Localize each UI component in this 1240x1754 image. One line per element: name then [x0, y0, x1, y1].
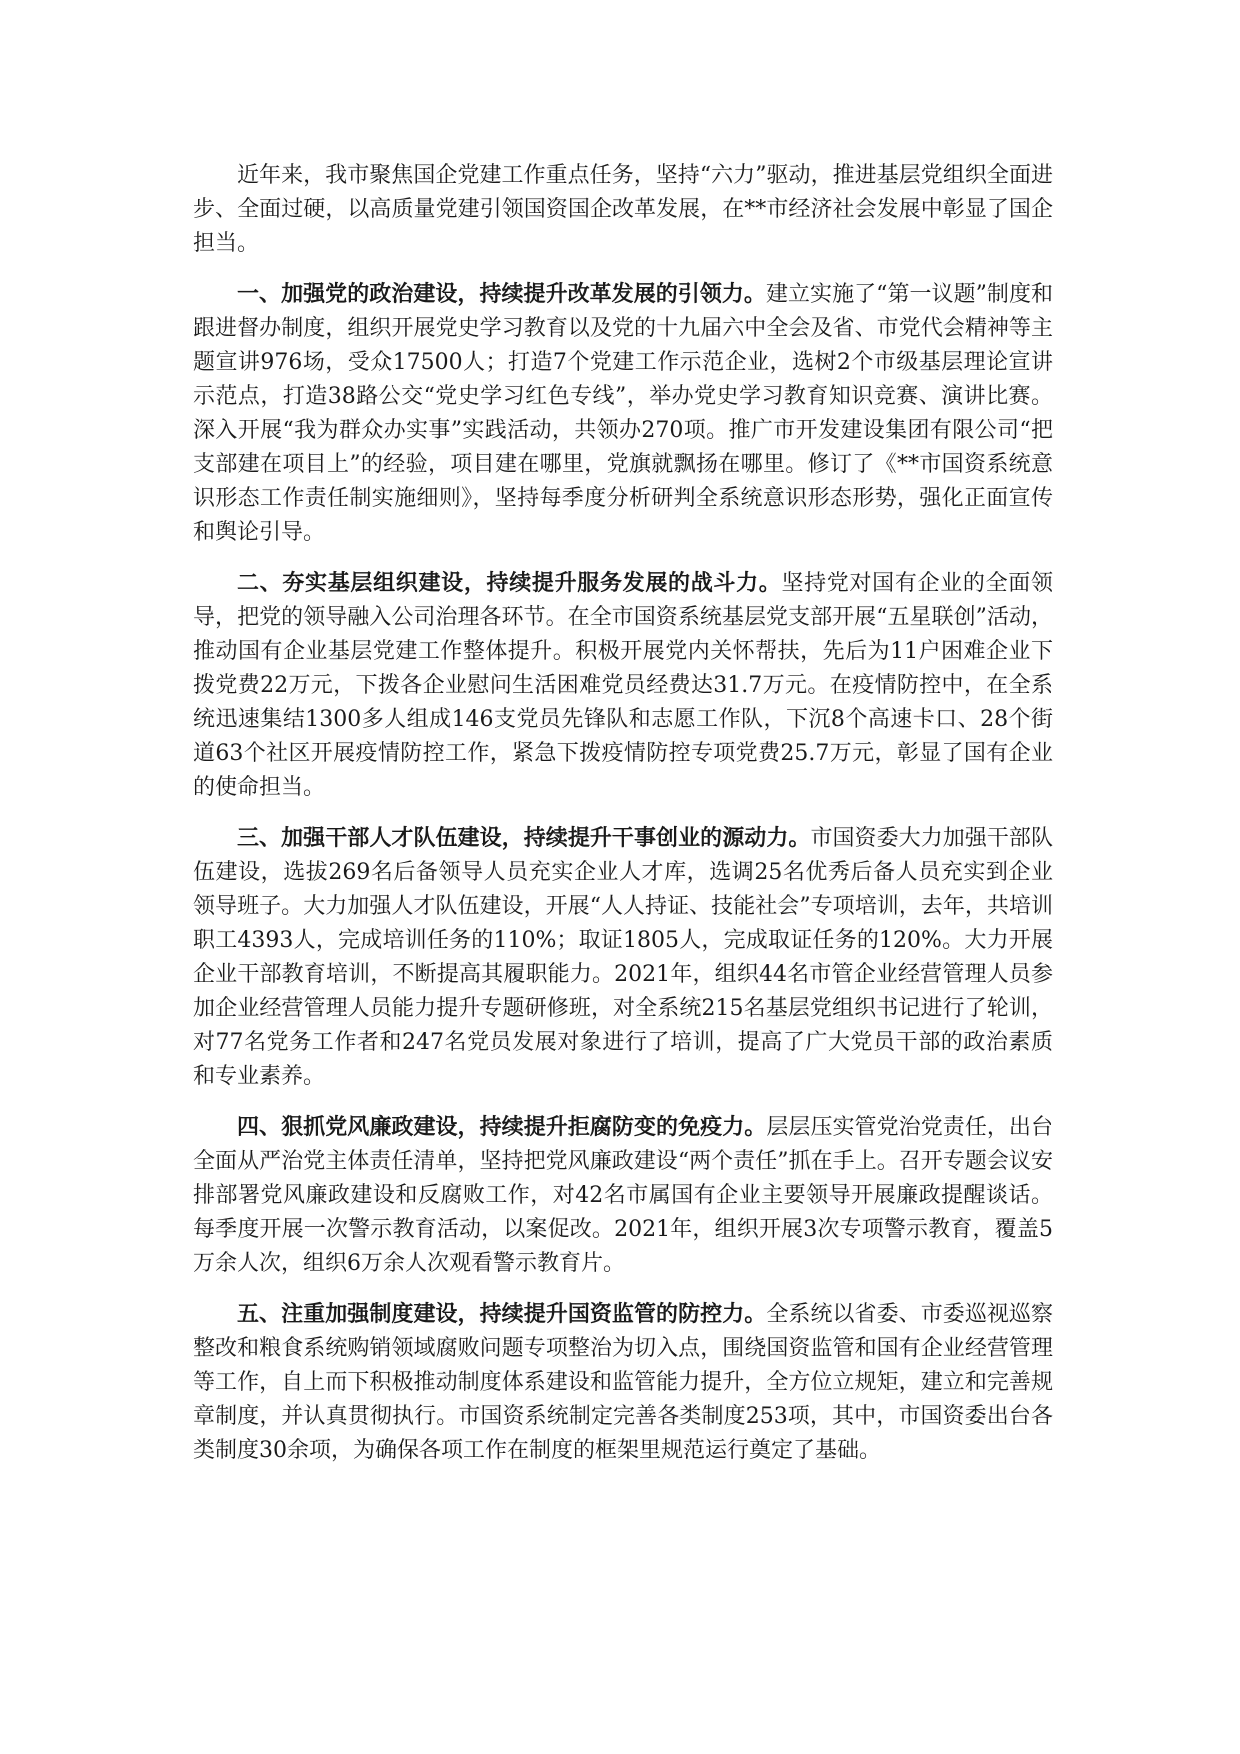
section-5-paragraph	[193, 1298, 1053, 1468]
section-2-body: 坚持党对国有企业的全面领导，把党的领导融入公司治理各环节。在全市国资系统基层党支部开展“五星联创”活动，推动国有企业基层党建工作整体提升。积极开展党内关怀帮扶，先后为11户困难企业下拨党费22万元，下拨各企业慰问生活困难党员经费达31.7万元。在疫情防控中，在全系统迅速集结1300多人组成146支党员先锋队和志愿工作队，下沉8个高速卡口、28个街道63个社区开展疫情防控工作，紧急下拨疫情防控专项党费25.7万元，彰显了国有企业的使命担当。	[193, 571, 1053, 800]
section-1-body: 建立实施了“第一议题”制度和跟进督办制度，组织开展党史学习教育以及党的十九届六中全会及省、市党代会精神等主题宣讲976场，受众17500人；打造7个党建工作示范企业，选树2个市级基层理论宣讲示范点，打造38路公交“党史学习红色专线”，举办党史学习教育知识竞赛、演讲比赛。深入开展“我为群众办实事”实践活动，共领办270项。推广市开发建设集团有限公司“把支部建在项目上”的经验，项目建在哪里，党旗就飘扬在哪里。修订了《**市国资系统意识形态工作责任制实施细则》，坚持每季度分析研判全系统意识形态形势，强化正面宣传和舆论引导。	[193, 282, 1053, 545]
section-1-paragraph	[193, 278, 1053, 550]
section-3-heading: 三、加强干部人才队伍建设，持续提升干事创业的源动力。	[237, 826, 811, 851]
section-4-heading: 四、狠抓党风廉政建设，持续提升拒腐防变的免疫力。	[237, 1115, 767, 1140]
section-3-body: 市国资委大力加强干部队伍建设，选拔269名后备领导人员充实企业人才库，选调25名优秀后备人员充实到企业领导班子。大力加强人才队伍建设，开展“人人持证、技能社会”专项培训，去年，共培训职工4393人，完成培训任务的110%；取证1805人，完成取证任务的120%。大力开展企业干部教育培训，不断提高其履职能力。2021年，组织44名市管企业经营管理人员参加企业经营管理人员能力提升专题研修班，对全系统215名基层党组织书记进行了轮训，对77名党务工作者和247名党员发展对象进行了培训，提高了广大党员干部的政治素质和专业素养。	[193, 826, 1053, 1089]
section-2-paragraph	[193, 567, 1053, 805]
section-5-body: 全系统以省委、市委巡视巡察整改和粮食系统购销领域腐败问题专项整治为切入点，围绕国资监管和国有企业经营管理等工作，自上而下积极推动制度体系建设和监管能力提升，全方位立规矩，建立和完善规章制度，并认真贯彻执行。市国资系统制定完善各类制度253项，其中，市国资委出台各类制度30余项，为确保各项工作在制度的框架里规范运行奠定了基础。	[193, 1302, 1053, 1463]
document-page	[193, 159, 1053, 1485]
intro-paragraph: 近年来，我市聚焦国企党建工作重点任务，坚持“六力”驱动，推进基层党组织全面进步、全面过硬，以高质量党建引领国资国企改革发展，在**市经济社会发展中彰显了国企担当。	[193, 163, 1053, 256]
section-4-body: 层层压实管党治党责任，出台全面从严治党主体责任清单，坚持把党风廉政建设“两个责任”抓在手上。召开专题会议安排部署党风廉政建设和反腐败工作，对42名市属国有企业主要领导开展廉政提醒谈话。每季度开展一次警示教育活动，以案促改。2021年，组织开展3次专项警示教育，覆盖5万余人次，组织6万余人次观看警示教育片。	[193, 1115, 1053, 1276]
section-2-heading: 二、夯实基层组织建设，持续提升服务发展的战斗力。	[237, 571, 782, 596]
section-5-heading: 五、注重加强制度建设，持续提升国资监管的防控力。	[237, 1302, 767, 1327]
section-1-heading: 一、加强党的政治建设，持续提升改革发展的引领力。	[237, 282, 766, 307]
section-3-paragraph	[193, 822, 1053, 1094]
section-4-paragraph	[193, 1111, 1053, 1281]
